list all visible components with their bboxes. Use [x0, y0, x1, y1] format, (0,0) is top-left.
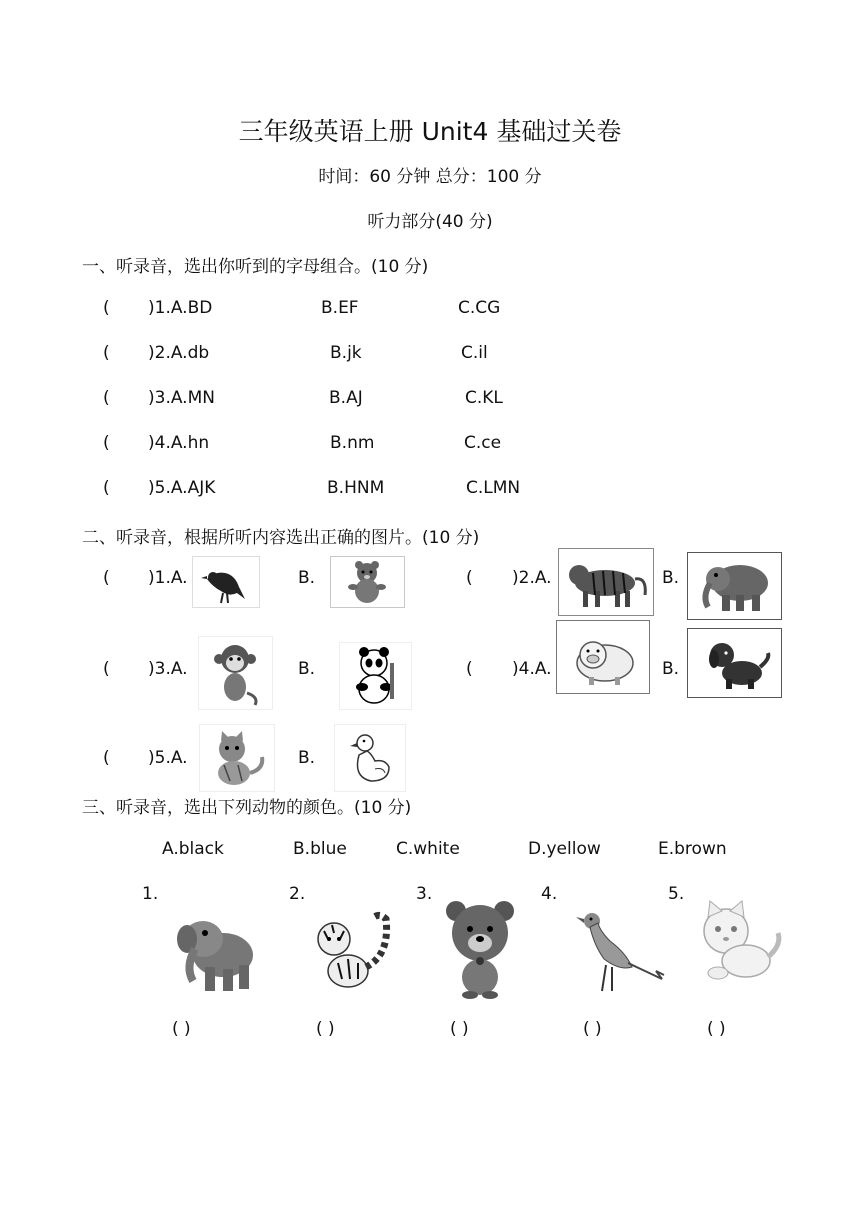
bear-image: [440, 895, 520, 1000]
answer-blank[interactable]: ( ): [172, 1019, 191, 1039]
option-a: )1.A.BD: [148, 298, 213, 318]
option-a: )4.A.: [512, 659, 552, 679]
option-a: )2.A.: [512, 568, 552, 588]
option-c: C.il: [461, 343, 488, 363]
option-a: )5.A.: [148, 748, 188, 768]
tiger-image: [302, 905, 402, 1000]
bird-image: [570, 905, 665, 1000]
cat-image: [686, 895, 786, 990]
pig-image[interactable]: [556, 620, 650, 694]
answer-paren[interactable]: (: [103, 659, 110, 679]
option-b: B.: [662, 568, 680, 588]
answer-paren[interactable]: (: [103, 433, 110, 453]
answer-blank[interactable]: ( ): [316, 1019, 335, 1039]
bear-image[interactable]: [330, 556, 405, 608]
answer-blank[interactable]: ( ): [450, 1019, 469, 1039]
option-c: C.KL: [465, 388, 503, 408]
monkey-image[interactable]: [198, 636, 273, 710]
answer-blank[interactable]: ( ): [583, 1019, 602, 1039]
color-option-white: C.white: [396, 839, 460, 859]
duck-image[interactable]: [334, 724, 406, 792]
answer-blank[interactable]: ( ): [707, 1019, 726, 1039]
option-b: B.nm: [330, 433, 375, 453]
answer-paren[interactable]: (: [466, 568, 473, 588]
animal-number: 2.: [289, 884, 306, 904]
color-option-blue: B.blue: [293, 839, 347, 859]
panda-image[interactable]: [339, 642, 412, 710]
answer-paren[interactable]: (: [103, 478, 110, 498]
time-info: 时间：60 分钟 总分：100 分: [318, 167, 542, 187]
option-a: )1.A.: [148, 568, 188, 588]
answer-paren[interactable]: (: [103, 388, 110, 408]
answer-paren[interactable]: (: [103, 568, 110, 588]
option-b: B.jk: [330, 343, 362, 363]
cat-image[interactable]: [199, 724, 275, 792]
option-b: B.EF: [321, 298, 359, 318]
section2-heading: 二、听录音，根据所听内容选出正确的图片。(10 分): [82, 528, 480, 548]
answer-paren[interactable]: (: [466, 659, 473, 679]
elephant-image: [165, 905, 265, 1000]
option-b: B.: [298, 568, 316, 588]
animal-number: 4.: [541, 884, 558, 904]
option-a: )5.A.AJK: [148, 478, 216, 498]
option-b: B.: [298, 659, 316, 679]
page-title: 三年级英语上册 Unit4 基础过关卷: [238, 117, 622, 146]
option-c: C.LMN: [466, 478, 521, 498]
animal-number: 5.: [668, 884, 685, 904]
color-option-brown: E.brown: [658, 839, 727, 859]
part-title: 听力部分(40 分): [367, 212, 493, 232]
tiger-image[interactable]: [558, 548, 654, 616]
color-option-black: A.black: [162, 839, 224, 859]
section3-heading: 三、听录音，选出下列动物的颜色。(10 分): [82, 798, 412, 818]
option-b: B.HNM: [327, 478, 385, 498]
option-c: C.ce: [464, 433, 502, 453]
option-b: B.: [662, 659, 680, 679]
answer-paren[interactable]: (: [103, 343, 110, 363]
option-a: )4.A.hn: [148, 433, 210, 453]
option-c: C.CG: [458, 298, 501, 318]
answer-paren[interactable]: (: [103, 298, 110, 318]
color-option-yellow: D.yellow: [528, 839, 601, 859]
option-b: B.AJ: [329, 388, 363, 408]
bird-image[interactable]: [192, 556, 260, 608]
section1-heading: 一、听录音，选出你听到的字母组合。(10 分): [82, 257, 429, 277]
option-a: )3.A.: [148, 659, 188, 679]
option-a: )3.A.MN: [148, 388, 215, 408]
elephant-image[interactable]: [687, 552, 782, 620]
option-b: B.: [298, 748, 316, 768]
option-a: )2.A.db: [148, 343, 210, 363]
animal-number: 3.: [416, 884, 433, 904]
answer-paren[interactable]: (: [103, 748, 110, 768]
dog-image[interactable]: [687, 628, 782, 698]
animal-number: 1.: [142, 884, 159, 904]
